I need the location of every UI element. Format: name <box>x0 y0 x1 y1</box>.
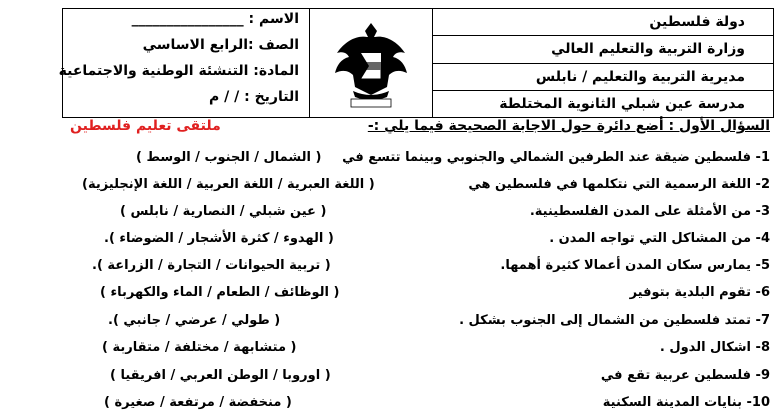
ministry-name: وزارة التربية والتعليم العالي <box>433 36 773 63</box>
options-1: ( الشمال / الجنوب / الوسط ) <box>136 150 322 165</box>
options-6: ( الوظائف / الطعام / الماء والكهرباء ) <box>100 285 340 300</box>
question-3: 3- من الأمثلة على المدن الفلسطينية. <box>529 204 770 219</box>
options-8: ( متشابهة / مختلفة / متقاربة ) <box>102 340 297 355</box>
grade-field: الصف :الرابع الاساسي <box>142 37 299 53</box>
options-2: ( اللغة العبرية / اللغة العربية / اللغة الإنجليزية) <box>82 177 375 192</box>
question-2: 2- اللغة الرسمية التي نتكلمها في فلسطين هي <box>468 177 770 192</box>
question-8: 8- اشكال الدول . <box>659 340 770 355</box>
question-4: 4- من المشاكل التي تواجه المدن . <box>549 231 770 246</box>
header-box <box>58 8 774 118</box>
question-9: 9- فلسطين عربية تقع في <box>600 368 770 383</box>
directorate-name: مديرية التربية والتعليم / نابلس <box>433 64 773 91</box>
question-7: 7- تمتد فلسطين من الشمال إلى الجنوب بشكل . <box>459 313 770 328</box>
options-10: ( منخفضة / مرتفعة / صغيرة ) <box>104 395 292 410</box>
options-9: ( اوروبا / الوطن العربي / افريقيا ) <box>110 368 331 383</box>
emblem-cell <box>309 9 433 117</box>
question-one-title: السؤال الأول : أضع دائرة حول الاجابة الصحيحة فيما يلي :- <box>367 118 770 134</box>
state-name: دولة فلسطين <box>433 9 773 36</box>
school-name: مدرسة عين شبلي الثانوية المختلطة <box>499 95 745 112</box>
options-3: ( عين شبلي / النصارية / نابلس ) <box>120 204 327 219</box>
question-5: 5- يمارس سكان المدن أعمالا كثيرة أهمها. <box>500 258 770 273</box>
options-4: ( الهدوء / كثرة الأشجار / الضوضاء ). <box>104 231 334 246</box>
question-10: 10- بنايات المدينة السكنية <box>602 395 770 410</box>
date-field: التاريخ : / / م <box>208 89 299 105</box>
subject-field: المادة: التنشئة الوطنية والاجتماعية <box>58 63 299 79</box>
question-6: 6- تقوم البلدية بتوفير <box>629 285 770 300</box>
name-field: الاسم : ________________ <box>131 11 299 27</box>
student-info <box>58 9 309 117</box>
question-1: 1- فلسطين ضيقة عند الطرفين الشمالي والجنوبي وبينما تتسع في <box>342 150 770 165</box>
options-7: ( طولي / عرضي / جانبي ). <box>108 313 281 328</box>
options-5: ( تربية الحيوانات / التجارة / الزراعة ). <box>92 258 331 273</box>
palestine-eagle-emblem-icon <box>327 17 415 109</box>
header-institution <box>433 9 773 117</box>
forum-label: ملتقى تعليم فلسطين <box>70 118 221 134</box>
